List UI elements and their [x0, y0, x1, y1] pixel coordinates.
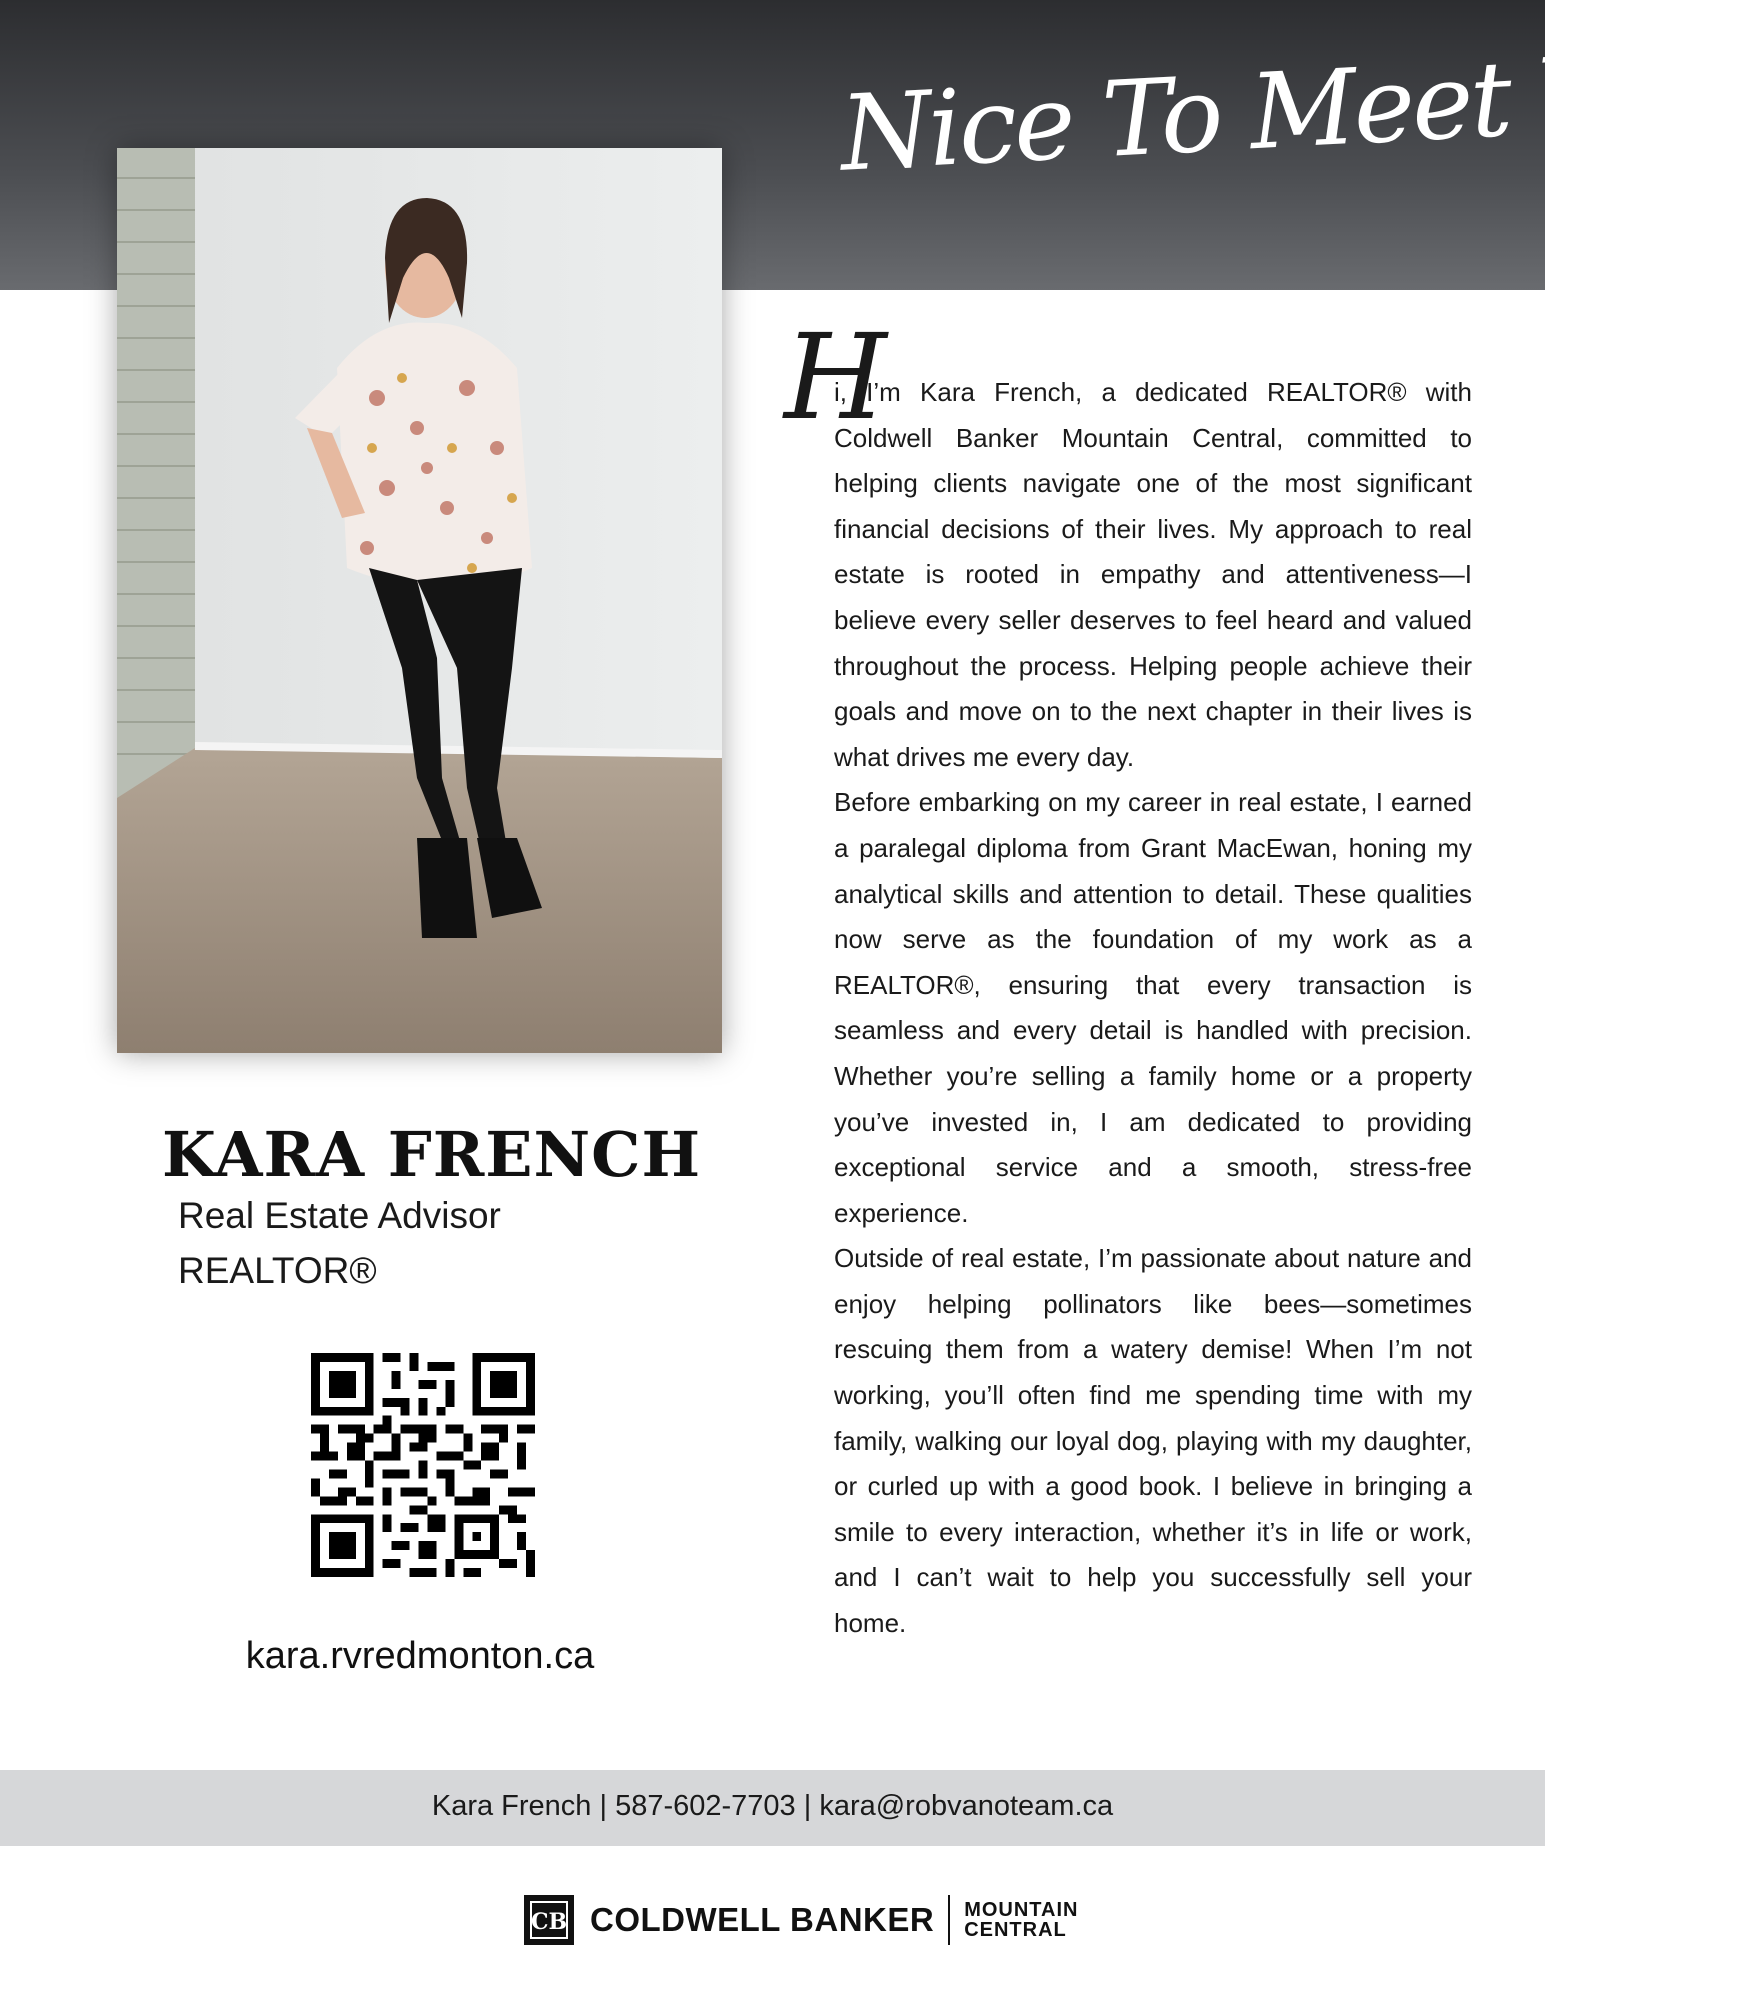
contact-info: Kara French | 587-602-7703 | kara@robvanoteam.ca [431, 1790, 1114, 1822]
brand-region: MOUNTAIN CENTRAL [964, 1899, 1079, 1941]
profile-photo [117, 148, 722, 1053]
agent-name: KARA FRENCH [162, 1118, 702, 1191]
bio-paragraph-2: Before embarking on my career in real estate, I earned a paralegal diploma from Grant MacEwan, honing my analytical skills and attention to detail. These qualities now serve as the foundation of my work as a REALTOR®, ensuring that every transaction is seamless and every detail is handled with precision. Whether you’re selling a family home or a property you’ve invested in, I am dedicated to providing exceptional service and a smooth, stress-free experience. [834, 787, 1472, 1228]
agent-designation: REALTOR® [178, 1250, 377, 1291]
website-link[interactable]: kara.rvredmonton.ca [245, 1635, 595, 1677]
bio-text [834, 370, 1472, 1647]
svg-text:CB: CB [530, 1909, 568, 1935]
cb-logo-icon [524, 1895, 574, 1945]
qr-code[interactable] [311, 1353, 535, 1577]
bio-paragraph-3: Outside of real estate, I’m passionate about nature and enjoy helping pollinators like bees—sometimes rescuing them from a watery demise! When I’m not working, you’ll often find me spending time with my family, walking our loyal dog, playing with my daughter, or curled up with a good book. I believe in bringing a smile to every interaction, whether it’s in life or work, and I can’t wait to help you successfully sell your home. [834, 1243, 1472, 1639]
page-title: Nice To Meet You! [837, 24, 1761, 195]
agent-title: Real Estate Advisor [178, 1195, 501, 1236]
brand-logo [524, 1892, 1078, 1948]
svg-text:H: H [784, 308, 887, 446]
bio-paragraph-1: i, I’m Kara French, a dedicated REALTOR® with Coldwell Banker Mountain Central, committed to helping clients navigate one of the most significant financial decisions of their lives. My approach to real estate is rooted in empathy and attentiveness—I believe every seller deserves to feel heard and valued throughout the process. Helping people achieve their goals and move on to the next chapter in their lives is what drives me every day. [834, 377, 1472, 772]
logo-divider [948, 1895, 950, 1945]
brand-name: COLDWELL BANKER [590, 1901, 935, 1938]
